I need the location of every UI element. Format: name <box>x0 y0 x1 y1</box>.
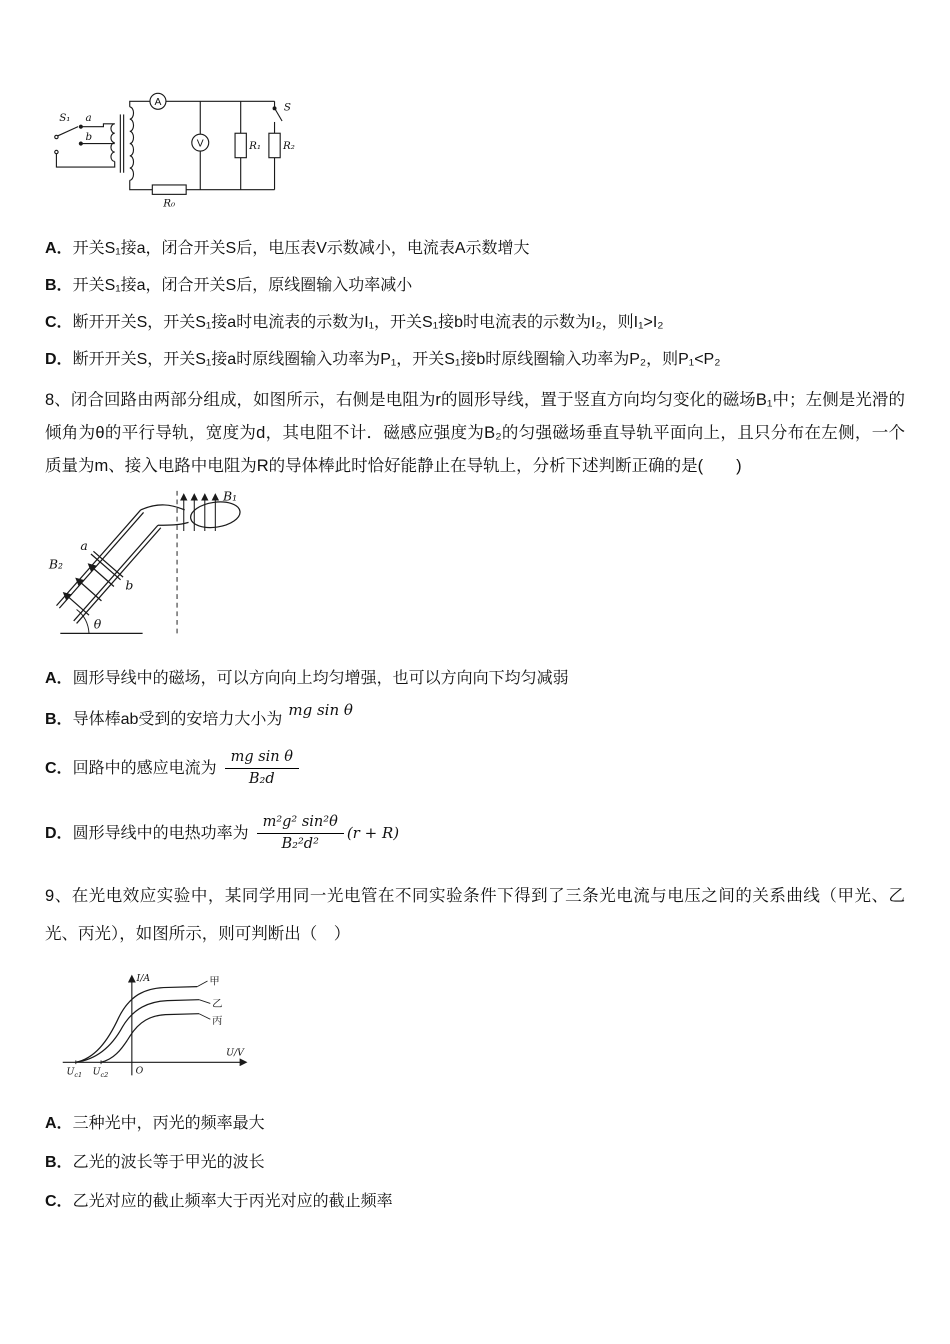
q8-option-b <box>45 701 905 732</box>
option-text: 开关S₁接a，闭合开关S后，电压表V示数减小，电流表A示数增大 <box>72 240 530 258</box>
q9-options <box>45 1111 905 1214</box>
q7-option-d <box>45 347 905 372</box>
label-r1: R₁ <box>249 140 262 153</box>
label-theta: θ <box>93 616 102 632</box>
label-s: S <box>283 101 292 114</box>
q9-option-c <box>45 1189 905 1214</box>
q9-option-b <box>45 1150 905 1175</box>
fraction-numerator: m²g² sin²θ <box>257 813 344 834</box>
q8-stem: 8、闭合回路由两部分组成，如图所示，右侧是电阻为r的圆形导线，置于竖直方向均匀变化的磁场B₁中；左侧是光滑的倾角为θ的平行导轨，宽度为d，其电阻不计．磁感应强度为B₂的匀强磁场垂直导轨平面向上，且只分布在左侧，一个质量为m、接入电路中电阻为R的导体棒此时恰好能静止在导轨上，分析下述判断正确的是( ) <box>45 391 905 476</box>
label-r0: R₀ <box>163 197 176 210</box>
label-bar-b: b <box>125 577 134 593</box>
option-letter: A． <box>45 670 73 688</box>
option-text: 乙光的波长等于甲光的波长 <box>72 1153 265 1171</box>
transformer-circuit-figure <box>47 90 299 210</box>
label-bar-a: a <box>80 538 88 554</box>
q9-option-a <box>45 1111 905 1136</box>
option-letter: C． <box>45 314 73 332</box>
q7-options <box>45 236 905 372</box>
uc2-sub: c2 <box>100 1071 109 1080</box>
y-axis-label: I/A <box>136 973 151 985</box>
option-text: 乙光对应的截止频率大于丙光对应的截止频率 <box>72 1192 393 1210</box>
label-s1: S₁ <box>59 112 71 125</box>
uc1-sub: c1 <box>74 1071 83 1080</box>
q8-options <box>45 666 905 853</box>
curve3-label: 丙 <box>212 1016 223 1028</box>
uc1-label <box>66 1067 82 1080</box>
label-b2: B₂ <box>48 556 63 572</box>
option-text: 断开开关S，开关S₁接a时原线圈输入功率为P₁，开关S₁接b时原线圈输入功率为P₂，则P₁<P₂ <box>72 351 721 369</box>
heat-power-suffix: (r + R) <box>346 823 400 842</box>
q7-option-b <box>45 273 905 298</box>
q8-option-d <box>45 813 905 854</box>
x-axis-label: U/V <box>226 1048 244 1060</box>
ammeter-label: A <box>154 97 162 109</box>
label-b1: B₁ <box>222 488 238 504</box>
option-text: 回路中的感应电流为 <box>72 759 217 777</box>
label-contact-a: a <box>85 112 92 125</box>
option-letter: B． <box>45 711 73 729</box>
induced-current-fraction <box>225 748 299 789</box>
curve2-label: 乙 <box>212 999 223 1011</box>
graph-curves <box>76 981 210 1062</box>
option-letter: C． <box>45 759 73 777</box>
option-text: 断开开关S，开关S₁接a时电流表的示数为I₁，开关S₁接b时电流表的示数为I₂，则I₁>I₂ <box>72 314 664 332</box>
q8-option-a <box>45 666 905 691</box>
q8-option-c <box>45 748 905 789</box>
label-contact-b: b <box>85 130 93 143</box>
circuit-wires <box>55 93 282 194</box>
option-text: 开关S₁接a，闭合开关S后，原线圈输入功率减小 <box>72 277 413 295</box>
option-text: 三种光中，丙光的频率最大 <box>72 1114 265 1132</box>
incline-loop-figure <box>45 487 267 648</box>
q9-stem: 9、在光电效应实验中，某同学用同一光电管在不同实验条件下得到了三条光电流与电压之间的关系曲线（甲光、乙光、丙光），如图所示，则可判断出（ ） <box>45 887 905 944</box>
uc1-base: U <box>66 1066 75 1078</box>
option-text: 圆形导线中的电热功率为 <box>72 824 249 842</box>
photocurrent-graph-figure <box>59 967 257 1090</box>
option-text: 圆形导线中的磁场，可以方向向上均匀增强，也可以方向向下均匀减弱 <box>72 670 569 688</box>
uc2-base: U <box>92 1066 101 1078</box>
option-letter: A． <box>45 240 73 258</box>
heat-power-fraction <box>257 813 344 854</box>
uc2-label <box>93 1067 109 1080</box>
origin-label: O <box>135 1065 144 1077</box>
option-letter: D． <box>45 351 73 369</box>
fraction-denominator: B₂²d² <box>281 835 319 852</box>
incline-geometry <box>56 488 241 636</box>
fraction-numerator: mg sin θ <box>225 748 299 769</box>
option-letter: C． <box>45 1192 73 1210</box>
curve1-label: 甲 <box>209 977 220 989</box>
q7-option-a <box>45 236 905 261</box>
q7-option-c <box>45 310 905 335</box>
ampere-force-formula: mg sin θ <box>288 701 353 720</box>
option-letter: A． <box>45 1114 73 1132</box>
option-text: 导体棒ab受到的安培力大小为 <box>72 711 283 729</box>
option-letter: B． <box>45 277 73 295</box>
label-r2: R₂ <box>283 140 295 153</box>
fraction-denominator: B₂d <box>248 770 275 787</box>
option-letter: B． <box>45 1153 73 1171</box>
voltmeter-label: V <box>196 138 204 150</box>
option-letter: D． <box>45 824 73 842</box>
